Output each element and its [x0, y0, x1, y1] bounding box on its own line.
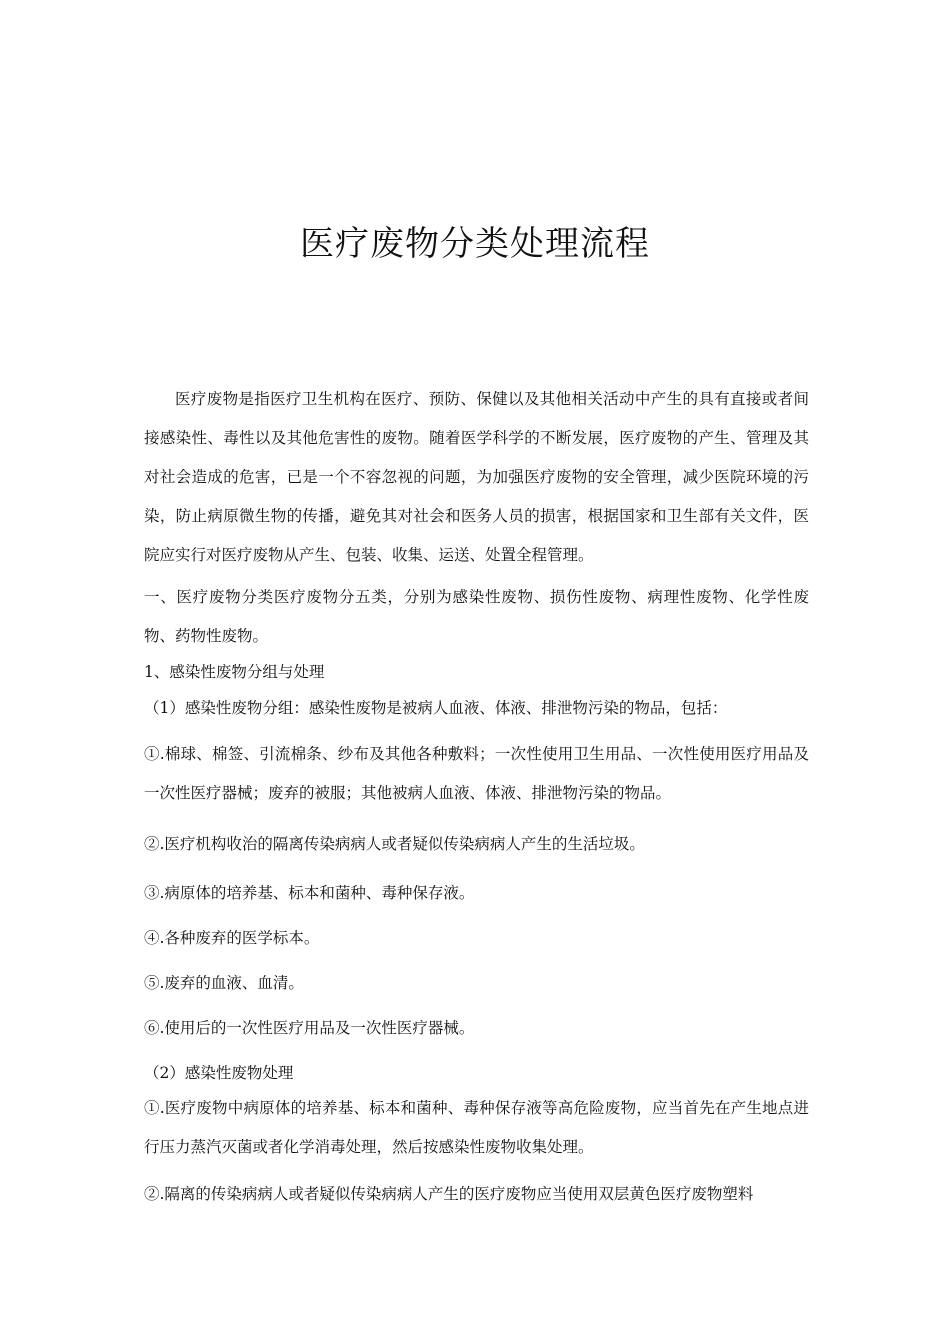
intro-paragraph: 医疗废物是指医疗卫生机构在医疗、预防、保健以及其他相关活动中产生的具有直接或者间接感染性、毒性以及其他危害性的废物。随着医学科学的不断发展，医疗废物的产生、管理及其对社会造成的危害，已是一个不容忽视的问题，为加强医疗废物的安全管理，减少医院环境的污染，防止病原微生物的传播，避免其对社会和医务人员的损害，根据国家和卫生部有关文件，医院应实行对医疗废物从产生、包装、收集、运送、处置全程管理。	[144, 390, 809, 564]
treatment-item-2: ②.隔离的传染病病人或者疑似传染病病人产生的医疗废物应当使用双层黄色医疗废物塑料	[144, 1185, 754, 1203]
group-item-2: ②.医疗机构收治的隔离传染病病人或者疑似传染病病人产生的生活垃圾。	[144, 835, 645, 853]
document-body	[144, 380, 809, 1212]
group-item-5: ⑤.废弃的血液、血清。	[144, 974, 304, 992]
group-item-1: ①.棉球、棉签、引流棉条、纱布及其他各种敷料；一次性使用卫生用品、一次性使用医疗用品及一次性医疗器械；废弃的被服；其他被病人血液、体液、排泄物污染的物品。	[144, 745, 809, 802]
group-heading: （1）感染性废物分组：感染性废物是被病人血液、体液、排泄物污染的物品，包括：	[144, 699, 728, 717]
subsection-heading-infectious: 1、感染性废物分组与处理	[144, 663, 325, 681]
section-heading-classification: 一、医疗废物分类医疗废物分五类，分别为感染性废物、损伤性废物、病理性废物、化学性废物、药物性废物。	[144, 588, 809, 645]
group-item-4: ④.各种废弃的医学标本。	[144, 929, 320, 947]
group-item-6: ⑥.使用后的一次性医疗用品及一次性医疗器械。	[144, 1019, 475, 1037]
treatment-item-1: ①.医疗废物中病原体的培养基、标本和菌种、毒种保存液等高危险废物，应当首先在产生地点进行压力蒸汽灭菌或者化学消毒处理，然后按感染性废物收集处理。	[144, 1099, 809, 1156]
treatment-heading: （2）感染性废物处理	[144, 1064, 294, 1082]
group-item-3: ③.病原体的培养基、标本和菌种、毒种保存液。	[144, 884, 475, 902]
document-title: 医疗废物分类处理流程	[300, 224, 650, 264]
